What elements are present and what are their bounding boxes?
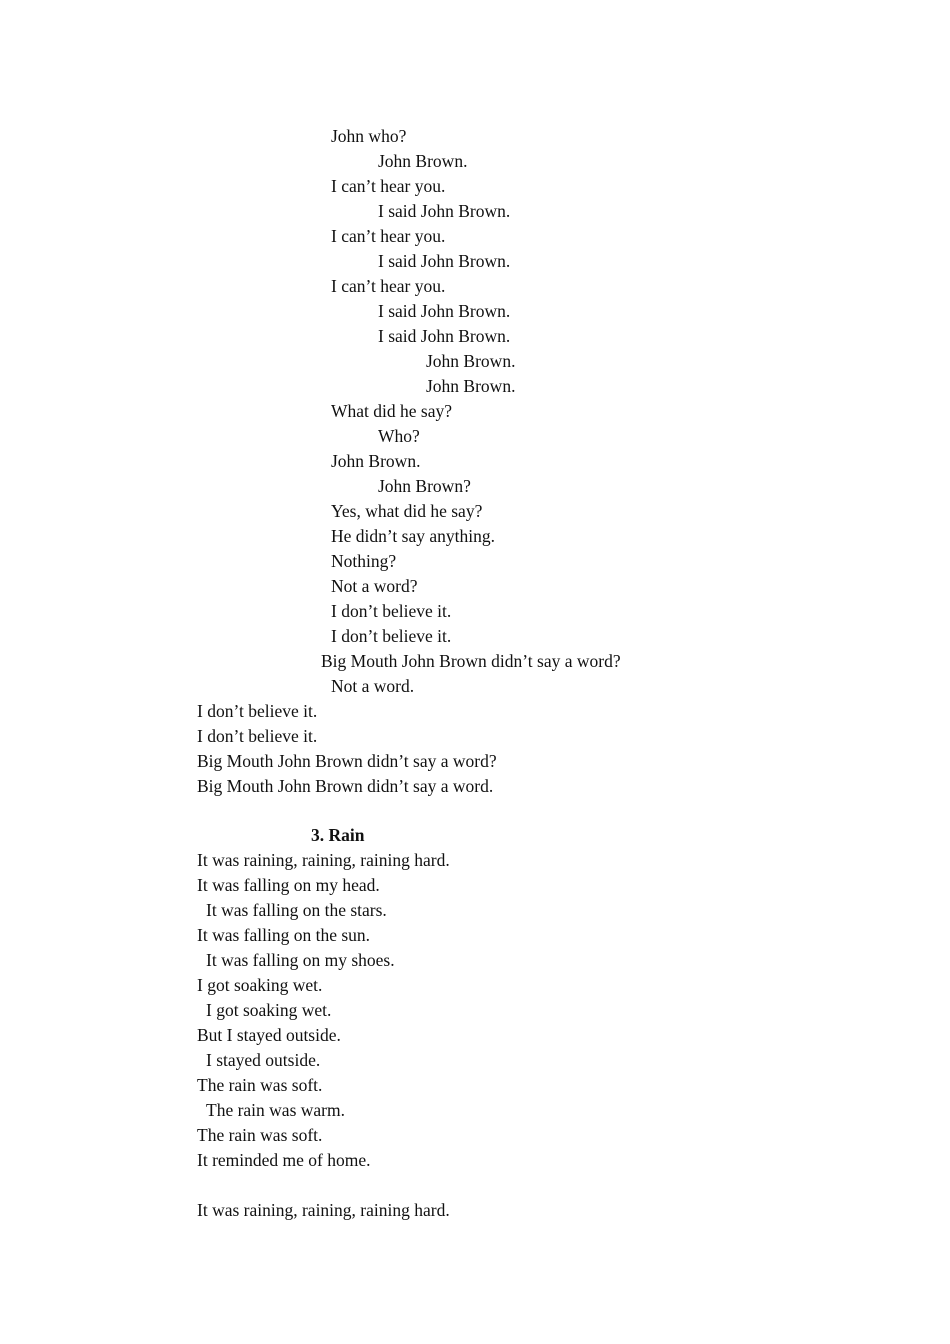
poem-line: It was falling on my head. bbox=[197, 875, 380, 895]
poem-line: The rain was soft. bbox=[197, 1075, 323, 1095]
poem-line: Big Mouth John Brown didn’t say a word? bbox=[321, 651, 621, 671]
poem-line: Not a word. bbox=[331, 676, 415, 696]
poem-line: I said John Brown. bbox=[378, 326, 511, 346]
poem-line: It was falling on my shoes. bbox=[206, 950, 395, 970]
poem-line: It was falling on the sun. bbox=[197, 925, 371, 945]
poem-line: Nothing? bbox=[331, 551, 397, 571]
poem-title: 3. Rain bbox=[311, 825, 365, 845]
poem-line: Yes, what did he say? bbox=[331, 501, 483, 521]
poem-line: I said John Brown. bbox=[378, 301, 511, 321]
poem-line: It reminded me of home. bbox=[197, 1150, 371, 1170]
poem-line: I don’t believe it. bbox=[197, 726, 318, 746]
poem-line: Big Mouth John Brown didn’t say a word. bbox=[197, 776, 494, 796]
poem-line: It was raining, raining, raining hard. bbox=[197, 1200, 450, 1220]
poem-line: What did he say? bbox=[331, 401, 452, 421]
poem-line: The rain was soft. bbox=[197, 1125, 323, 1145]
poem-line: John Brown. bbox=[426, 351, 516, 371]
poem-line: I can’t hear you. bbox=[331, 176, 446, 196]
poem-line: John Brown. bbox=[378, 151, 468, 171]
poem-line: The rain was warm. bbox=[206, 1100, 345, 1120]
poem-line: Big Mouth John Brown didn’t say a word? bbox=[197, 751, 497, 771]
poem-line: I said John Brown. bbox=[378, 251, 511, 271]
poem-line: I got soaking wet. bbox=[197, 975, 323, 995]
poem-line: It was raining, raining, raining hard. bbox=[197, 850, 450, 870]
poem-line: John Brown. bbox=[331, 451, 421, 471]
poem-line: I can’t hear you. bbox=[331, 276, 446, 296]
poem-line: I got soaking wet. bbox=[206, 1000, 332, 1020]
poem-line: I can’t hear you. bbox=[331, 226, 446, 246]
poem-line: It was falling on the stars. bbox=[206, 900, 387, 920]
poem-line: I don’t believe it. bbox=[331, 626, 452, 646]
poem-line: John Brown. bbox=[426, 376, 516, 396]
poem-line: I don’t believe it. bbox=[197, 701, 318, 721]
poem-line: I said John Brown. bbox=[378, 201, 511, 221]
poem-line: John Brown? bbox=[378, 476, 471, 496]
poem-line: Who? bbox=[378, 426, 420, 446]
poem-line: John who? bbox=[331, 126, 407, 146]
poem-line: He didn’t say anything. bbox=[331, 526, 495, 546]
poem-line: I don’t believe it. bbox=[331, 601, 452, 621]
poem-line: But I stayed outside. bbox=[197, 1025, 341, 1045]
poem-line: I stayed outside. bbox=[206, 1050, 321, 1070]
poem-line: Not a word? bbox=[331, 576, 418, 596]
